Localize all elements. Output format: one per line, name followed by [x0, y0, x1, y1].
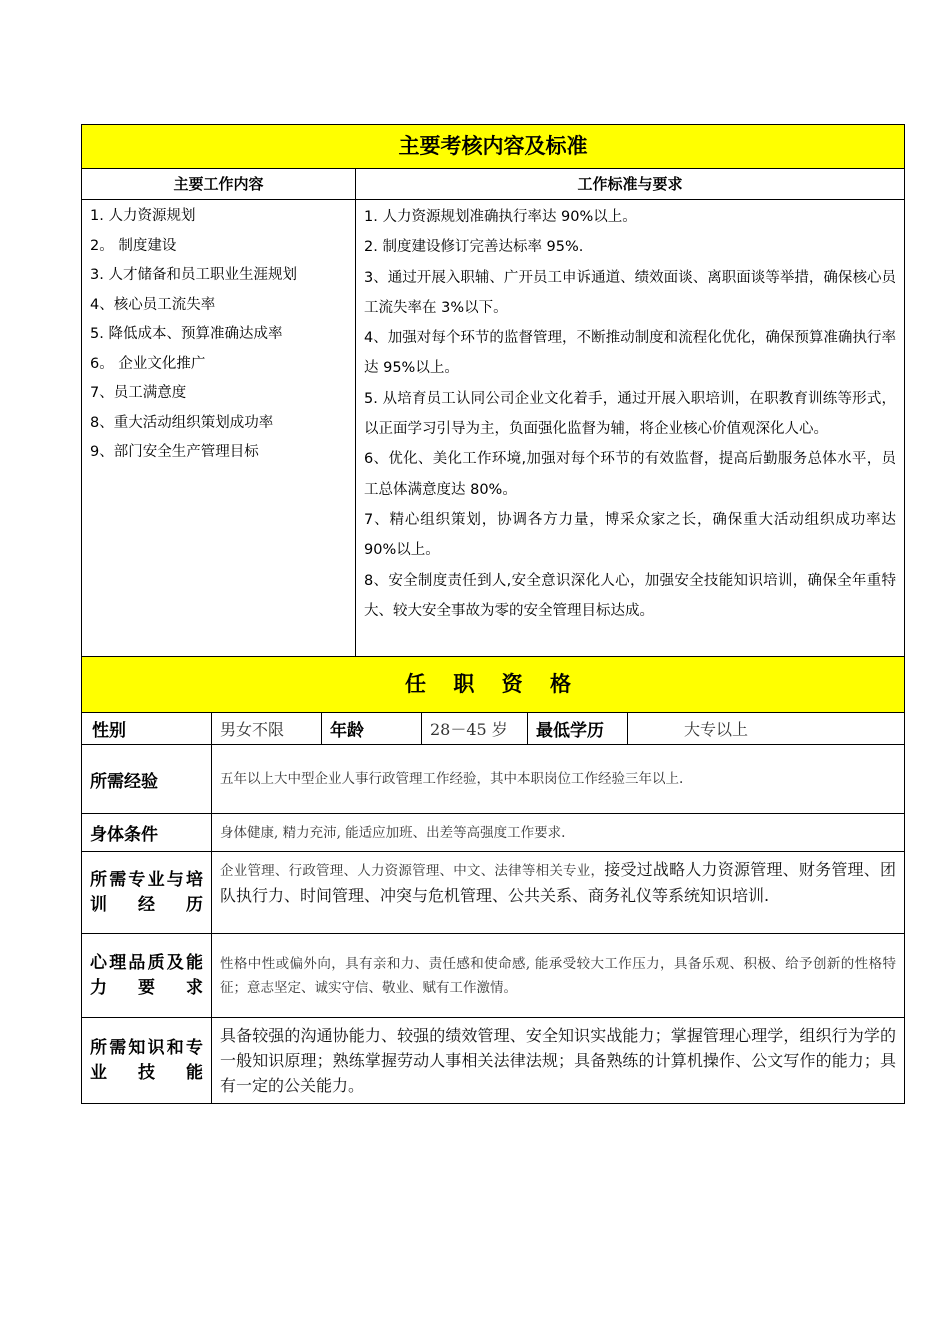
- standard-item: 5. 从培育员工认同公司企业文化着手，通过开展入职培训，在职教育训练等形式，以正面学习引导为主，负面强化监督为辅，将企业核心价值观深化人心。: [364, 390, 896, 438]
- skills-label: [82, 1018, 212, 1103]
- work-item: 5. 降低成本、预算准确达成率: [90, 326, 283, 342]
- major-label-text: 所需专业与培训经历: [90, 869, 203, 915]
- section-title-assessment: 主要考核内容及标准: [82, 125, 904, 168]
- experience-value: 五年以上大中型企业人事行政管理工作经验，其中本职岗位工作经验三年以上.: [220, 771, 684, 787]
- age-label: 年龄: [322, 713, 422, 744]
- major-value-b: 接受过战略人力资源管理、财务管理、团队执行力、时间管理、冲突与危机管理、公共关系、商务礼仪等系统知识培训.: [220, 860, 896, 905]
- major-label: [82, 852, 212, 933]
- work-item: 6。 企业文化推广: [90, 355, 206, 372]
- work-item: 1. 人力资源规划: [90, 208, 196, 224]
- education-value: 大专以上: [684, 720, 749, 739]
- standard-item: 8、安全制度责任到人,安全意识深化人心，加强安全技能知识培训，确保全年重特大、较大安全事故为零的安全管理目标达成。: [364, 572, 896, 619]
- psych-row: [82, 933, 904, 1017]
- work-items-list: [82, 200, 356, 656]
- work-item: 2。 制度建设: [90, 237, 177, 254]
- skills-label-text: 所需知识和专业技能: [90, 1037, 203, 1083]
- assessment-header-row: [82, 168, 904, 199]
- experience-label: 所需经验: [82, 745, 212, 813]
- col-header-standards: 工作标准与要求: [577, 175, 683, 193]
- skills-value: 具备较强的沟通协能力、较强的绩效管理、安全知识实战能力；掌握管理心理学，组织行为学的一般知识原理；熟练掌握劳动人事相关法律法规；具备熟练的计算机操作、公文写作的能力；具有一定的公关能力。: [220, 1026, 896, 1095]
- work-item: 3. 人才储备和员工职业生涯规划: [90, 267, 297, 283]
- physical-row: [82, 813, 904, 851]
- gender-value: 男女不限: [212, 713, 322, 744]
- skills-row: [82, 1017, 904, 1103]
- work-item: 8、重大活动组织策划成功率: [90, 414, 274, 431]
- physical-label: 身体条件: [82, 814, 212, 851]
- education-label: 最低学历: [528, 713, 628, 744]
- major-value-a: 企业管理、行政管理、人力资源管理、中文、法律等相关专业，: [220, 863, 605, 879]
- standard-item: 1. 人力资源规划准确执行率达 90%以上。: [364, 209, 637, 225]
- standard-item: 4、加强对每个环节的监督管理，不断推动制度和流程化优化，确保预算准确执行率达 95%以上。: [364, 330, 896, 377]
- psych-label: [82, 934, 212, 1017]
- standards-list: [356, 200, 904, 656]
- psych-value: 性格中性或偏外向，具有亲和力、责任感和使命感, 能承受较大工作压力，具备乐观、积极、给予创新的性格特征；意志坚定、诚实守信、敬业、赋有工作激情。: [220, 955, 896, 996]
- work-item: 4、核心员工流失率: [90, 296, 216, 313]
- standard-item: 7、精心组织策划，协调各方力量，博采众家之长，确保重大活动组织成功率达 90%以上。: [364, 511, 896, 559]
- psych-label-text: 心理品质及能力要求: [90, 952, 203, 998]
- assessment-content-row: [82, 199, 904, 656]
- age-value: 28－45 岁: [422, 713, 528, 744]
- major-row: [82, 851, 904, 933]
- standard-item: 2. 制度建设修订完善达标率 95%.: [364, 239, 584, 256]
- work-item: 9、部门安全生产管理目标: [90, 444, 259, 460]
- gender-label: 性别: [82, 713, 212, 744]
- experience-row: [82, 744, 904, 813]
- col-header-work-content: 主要工作内容: [82, 169, 356, 199]
- assessment-form: [81, 124, 905, 1104]
- basic-info-row: [82, 712, 904, 744]
- standard-item: 6、优化、美化工作环境,加强对每个环节的有效监督，提高后勤服务总体水平，员工总体满意度达 80%。: [364, 451, 896, 498]
- standard-item: 3、通过开展入职辅、广开员工申诉通道、绩效面谈、离职面谈等举措，确保核心员工流失率在 3%以下。: [364, 269, 896, 316]
- section-title-qualifications: 任 职 资 格: [82, 656, 904, 712]
- major-value: [212, 852, 904, 933]
- work-item: 7、员工满意度: [90, 385, 187, 401]
- physical-value: 身体健康, 精力充沛, 能适应加班、出差等高强度工作要求.: [220, 824, 566, 841]
